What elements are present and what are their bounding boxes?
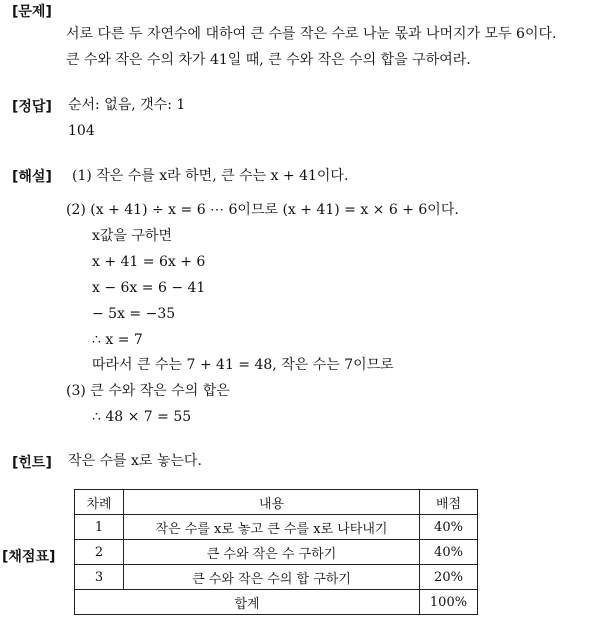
problem-label: [문제] <box>12 4 52 20</box>
solution-step-2c: x − 6x = 6 − 41 <box>92 280 206 296</box>
solution-step-1: (1) 작은 수를 x라 하면, 큰 수는 x + 41이다. <box>72 168 349 184</box>
problem-line-2: 큰 수와 작은 수의 차가 41일 때, 큰 수와 작은 수의 합을 구하여라. <box>66 52 471 68</box>
solution-step-2: (2) (x + 41) ÷ x = 6 ⋯ 6이므로 (x + 41) = x × 6 + 6이다. <box>66 202 459 218</box>
rubric-header-row <box>75 490 478 515</box>
hint-text: 작은 수를 x로 놓는다. <box>68 453 202 469</box>
solution-step-3a: ∴ 48 × 7 = 55 <box>92 409 192 425</box>
rubric-cell-order: 2 <box>75 540 124 565</box>
rubric-cell-order: 3 <box>75 565 124 590</box>
hint-label: [힌트] <box>12 455 52 471</box>
rubric-row <box>75 565 478 590</box>
rubric-table <box>74 489 478 615</box>
solution-step-3: (3) 큰 수와 작은 수의 합은 <box>66 383 230 399</box>
rubric-cell-points: 40% <box>420 540 478 565</box>
rubric-row <box>75 540 478 565</box>
solution-step-2f: 따라서 큰 수는 7 + 41 = 48, 작은 수는 7이므로 <box>92 357 394 373</box>
solution-step-2d: − 5x = −35 <box>92 306 176 322</box>
rubric-row <box>75 515 478 540</box>
rubric-total-value: 100% <box>420 590 478 615</box>
rubric-cell-content: 큰 수와 작은 수의 합 구하기 <box>124 565 420 590</box>
rubric-header-content: 내용 <box>124 490 420 515</box>
solution-step-2e: ∴ x = 7 <box>92 332 143 348</box>
rubric-cell-order: 1 <box>75 515 124 540</box>
solution-step-2a: x값을 구하면 <box>92 228 172 244</box>
answer-meta: 순서: 없음, 갯수: 1 <box>68 97 186 113</box>
rubric-total-row <box>75 590 478 615</box>
answer-label: [정답] <box>12 99 52 115</box>
problem-line-1: 서로 다른 두 자연수에 대하여 큰 수를 작은 수로 나눈 몫과 나머지가 모두 6이다. <box>66 26 557 42</box>
rubric-label: [채점표] <box>2 549 56 565</box>
rubric-cell-points: 40% <box>420 515 478 540</box>
solution-label: [해설] <box>12 169 52 185</box>
rubric-total-label: 합계 <box>75 590 420 615</box>
rubric-header-points: 배점 <box>420 490 478 515</box>
answer-value: 104 <box>68 123 95 139</box>
rubric-cell-content: 작은 수를 x로 놓고 큰 수를 x로 나타내기 <box>124 515 420 540</box>
rubric-cell-points: 20% <box>420 565 478 590</box>
solution-step-2b: x + 41 = 6x + 6 <box>92 254 206 270</box>
rubric-cell-content: 큰 수와 작은 수 구하기 <box>124 540 420 565</box>
rubric-header-order: 차례 <box>75 490 124 515</box>
